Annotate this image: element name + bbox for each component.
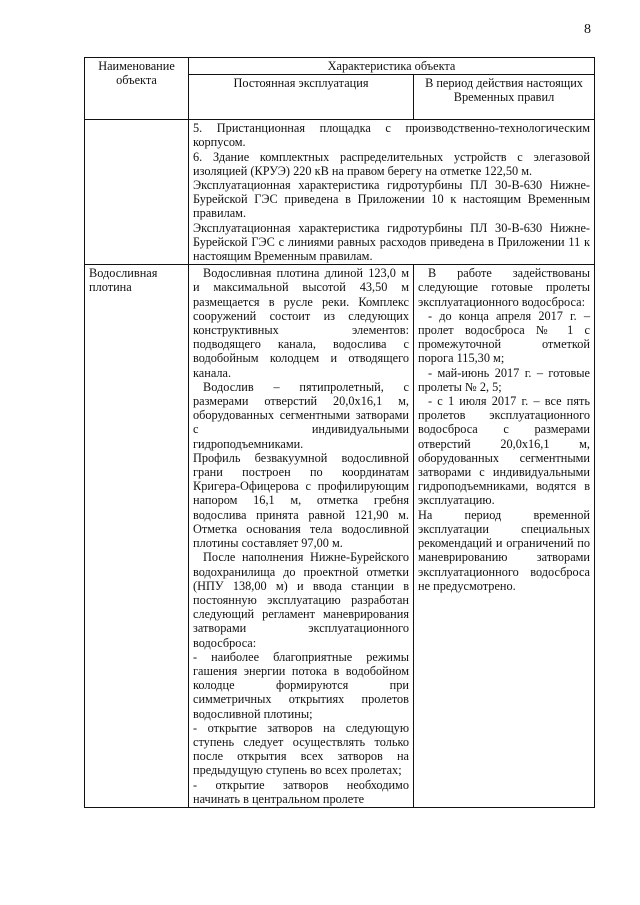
row-continuation (85, 120, 595, 265)
paragraph: - до конца апреля 2017 г. – пролет водосброса № 1 с промежуточной отметкой порога 115,30 м; (418, 308, 591, 366)
object-characteristics-table (84, 57, 595, 808)
paragraph: - с 1 июля 2017 г. – все пять пролетов эксплуатационного водосброса с размерами отверстий 20,0х16,1 м, оборудованных сегментными затворами с индивидуальными гидроподъемниками, водятся в эксплуатацию. (418, 394, 591, 508)
paragraph: - наиболее благоприятные режимы гашения энергии потока в водобойном колодце формируются при симметричных открытиях пролетов водосливной плотины; (193, 649, 409, 721)
paragraph: Водослив – пятипролетный, с размерами отверстий 20,0х16,1 м, оборудованных сегментными затворами с индивидуальными гидроподъемниками. (193, 379, 409, 451)
spillway-temporary-cell (414, 265, 595, 808)
header-object-name: Наименование объекта (85, 58, 189, 120)
paragraph: Профиль безвакуумной водосливной грани построен по координатам Кригера-Офицерова с профилирующим напором 16,1 м, отметка гребня водослива принята равной 121,90 м. Отметка основания тела водосливной плотины составляет 97,00 м. (193, 450, 409, 551)
row-continuation-text-cell (189, 120, 595, 265)
page-number: 8 (584, 22, 591, 37)
header-temporary-period: В период действия настоящих Временных правил (414, 75, 595, 120)
paragraph: Эксплуатационная характеристика гидротурбины ПЛ 30-В-630 Нижне-Бурейской ГЭС приведена в Приложении 10 к настоящим Временным правилам. (193, 178, 591, 221)
paragraph: 5. Пристанционная площадка с производственно-технологическим корпусом. (193, 121, 591, 150)
paragraph: На период временной эксплуатации специальных рекомендаций и ограничений по маневрированию затворами эксплуатационного водосброса не предусмотрено. (418, 507, 591, 593)
paragraph: - открытие затворов необходимо начинать в центральном пролете (193, 777, 409, 806)
spillway-permanent-cell (189, 265, 414, 808)
row-spillway-dam (85, 265, 595, 808)
paragraph: Водосливная плотина длиной 123,0 м и максимальной высотой 43,50 м размещается в русле реки. Комплекс сооружений состоит из следующих конструктивных элементов: подводящего канала, водослива с водобойным колодцем и отводящего канала. (193, 266, 409, 380)
row-continuation-name-cell (85, 120, 189, 265)
header-object-characteristic: Характеристика объекта (189, 58, 595, 75)
paragraph: В работе задействованы следующие готовые пролеты эксплуатационного водосброса: (418, 266, 591, 309)
paragraph: После наполнения Нижне-Бурейского водохранилища до проектной отметки (НПУ 138,00 м) и ввода станции в постоянную эксплуатацию разработан следующий регламент маневрирования затворами эксплуатационного водосброса: (193, 550, 409, 650)
paragraph: - май-июнь 2017 г. – готовые пролеты № 2, 5; (418, 365, 591, 394)
paragraph: 6. Здание комплектных распределительных устройств с элегазовой изоляцией (КРУЭ) 220 кВ на правом берегу на отметке 122,50 м. (193, 149, 591, 178)
header-row-1 (85, 58, 595, 75)
header-permanent-operation: Постоянная эксплуатация (189, 75, 414, 120)
paragraph: Эксплуатационная характеристика гидротурбины ПЛ 30-В-630 Нижне-Бурейской ГЭС с линиями равных расходов приведена в Приложении 11 к настоящим Временным правилам. (193, 220, 591, 264)
spillway-dam-name: Водосливная плотина (85, 265, 189, 808)
paragraph: - открытие затворов на следующую ступень следует осуществлять только после открытия всех затворов на предыдущую ступень во всех пролетах; (193, 720, 409, 778)
